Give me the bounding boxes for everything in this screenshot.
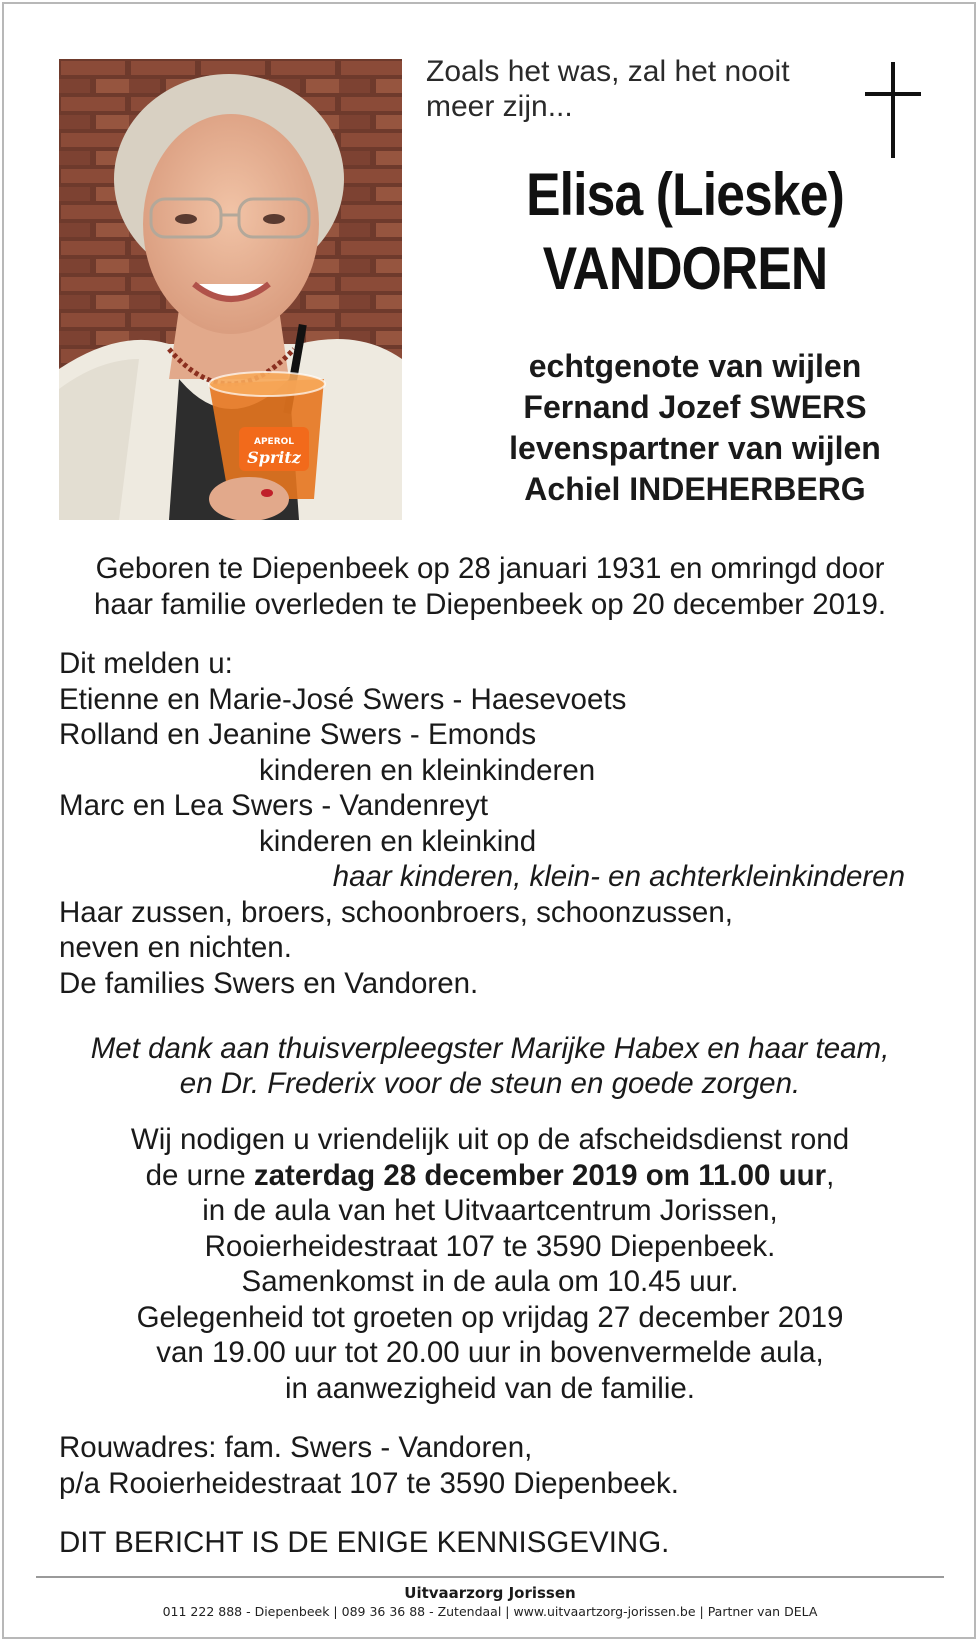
family-list [59,646,939,1001]
portrait-photo [59,59,402,520]
last-name: VANDOREN [542,235,828,302]
family-line: haar kinderen, klein- en achterkleinkinderen [332,860,905,893]
invite-line: Wij nodigen u vriendelijk uit op de afscheidsdienst rond [130,1123,850,1156]
invite-line: van 19.00 uur tot 20.00 uur in bovenvermelde aula, [156,1336,824,1369]
relation-line: Fernand Jozef SWERS [523,389,867,425]
thanks-line: Met dank aan thuisverpleegster Marijke Habex en haar team, [90,1032,890,1065]
address-line: Rouwadres: fam. Swers - Vandoren, [59,1431,533,1464]
family-line: Etienne en Marie-José Swers - Haesevoets [59,682,627,716]
family-line: kinderen en kleinkinderen [259,753,596,787]
glass-brand-text: APEROL [253,437,295,447]
motto-line: meer zijn... [426,90,573,123]
glass-label-text: Spritz [247,448,301,467]
invite-line [40,1158,940,1194]
invite-line: Samenkomst in de aula om 10.45 uur. [241,1265,739,1298]
family-line: Haar zussen, broers, schoonbroers, schoonzussen, [59,895,733,929]
address-line: p/a Rooierheidestraat 107 te 3590 Diepenbeek. [59,1466,679,1500]
relation-line: levenspartner van wijlen [509,430,881,466]
statement-line: haar familie overleden te Diepenbeek op 20 december 2019. [93,588,887,621]
funeral-home-contact: 011 222 888 - Diepenbeek | 089 36 36 88 - Zutendaal | www.uitvaartzorg-jorissen.be | Partner van DELA [162,1604,818,1619]
cross-icon [865,62,921,158]
birth-death-statement [40,551,940,623]
thanks-note [40,1031,940,1101]
deceased-name [457,158,913,306]
family-line: De families Swers en Vandoren. [59,966,479,1000]
invite-line: Gelegenheid tot groeten op vrijdag 27 december 2019 [136,1300,844,1334]
invite-text: , [826,1158,835,1192]
family-line: kinderen en kleinkind [259,824,537,858]
service-invitation [40,1122,940,1406]
invite-line: in aanwezigheid van de familie. [285,1371,695,1405]
family-line: Marc en Lea Swers - Vandenreyt [59,789,489,822]
family-line: neven en nichten. [59,931,292,964]
relation-line: echtgenote van wijlen [528,348,862,384]
funeral-home-name: Uitvaarzorg Jorissen [404,1584,576,1602]
relation-line: Achiel INDEHERBERG [524,471,866,507]
service-datetime: zaterdag 28 december 2019 om 11.00 uur [253,1158,827,1192]
motto [426,54,826,124]
family-intro: Dit melden u: [59,647,233,680]
footer-divider [36,1576,944,1578]
relations [430,346,960,510]
invite-line: Rooierheidestraat 107 te 3590 Diepenbeek. [204,1229,776,1263]
motto-line: Zoals het was, zal het nooit [426,55,790,88]
first-name: Elisa (Lieske) [526,161,844,228]
invite-text: de urne [145,1158,254,1192]
invite-line: in de aula van het Uitvaartcentrum Jorissen, [202,1194,778,1227]
mourning-address [59,1430,939,1501]
statement-line: Geboren te Diepenbeek op 28 januari 1931 en omringd door [95,552,885,585]
thanks-line: en Dr. Frederix voor de steun en goede zorgen. [179,1067,801,1100]
family-line: Rolland en Jeanine Swers - Emonds [59,718,537,751]
sole-notice: DIT BERICHT IS DE ENIGE KENNISGEVING. [59,1526,670,1559]
